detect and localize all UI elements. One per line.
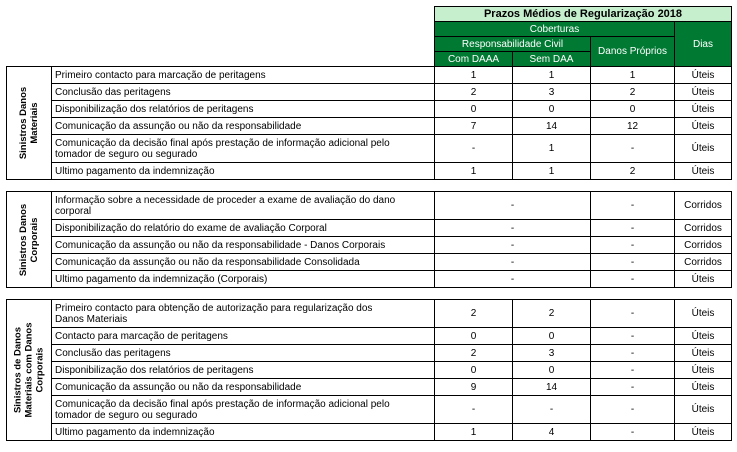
dias-value: Úteis bbox=[675, 379, 732, 396]
danos-proprios-value: - bbox=[591, 396, 675, 424]
dias-value: Úteis bbox=[675, 362, 732, 379]
row-desc: Ultimo pagamento da indemnização bbox=[52, 424, 435, 441]
row-desc: Comunicação da assunção ou não da responsabilidade bbox=[52, 379, 435, 396]
row-desc: Conclusão das peritagens bbox=[52, 345, 435, 362]
com-daaa-value: 2 bbox=[435, 84, 513, 101]
sem-daa-value: 14 bbox=[513, 118, 591, 135]
section-label: Sinistros Danos Materiais bbox=[7, 67, 52, 180]
danos-proprios-value: 0 bbox=[591, 101, 675, 118]
sem-daa-value: 3 bbox=[513, 84, 591, 101]
rc-value: - bbox=[435, 254, 591, 271]
rc-header: Responsabilidade Civil bbox=[435, 37, 591, 52]
sem-daa-header: Sem DAA bbox=[513, 52, 591, 67]
sem-daa-value: 14 bbox=[513, 379, 591, 396]
dias-value: Úteis bbox=[675, 345, 732, 362]
com-daaa-header: Com DAAA bbox=[435, 52, 513, 67]
section-label: Sinistros Danos Corporais bbox=[7, 192, 52, 288]
com-daaa-value: 2 bbox=[435, 345, 513, 362]
sem-daa-value: 1 bbox=[513, 67, 591, 84]
danos-proprios-value: 1 bbox=[591, 67, 675, 84]
row-desc: Comunicação da decisão final após prestação de informação adicional pelo tomador de seguro ou segurado bbox=[52, 396, 435, 424]
danos-proprios-value: - bbox=[591, 362, 675, 379]
row-desc: Disponibilização do relatório do exame de avaliação Corporal bbox=[52, 220, 435, 237]
danos-proprios-value: - bbox=[591, 192, 675, 220]
dias-value: Úteis bbox=[675, 135, 732, 163]
danos-proprios-value: - bbox=[591, 300, 675, 328]
dias-value: Úteis bbox=[675, 101, 732, 118]
row-desc: Contacto para marcação de peritagens bbox=[52, 328, 435, 345]
danos-proprios-value: 2 bbox=[591, 84, 675, 101]
section-label: Sinistros de Danos Materiais com Danos Corporais bbox=[7, 300, 52, 441]
sem-daa-value: 4 bbox=[513, 424, 591, 441]
danos-proprios-value: - bbox=[591, 254, 675, 271]
row-desc: Disponibilização dos relatórios de peritagens bbox=[52, 101, 435, 118]
danos-proprios-value: - bbox=[591, 220, 675, 237]
com-daaa-value: 1 bbox=[435, 67, 513, 84]
danos-proprios-value: 2 bbox=[591, 163, 675, 180]
danos-proprios-value: - bbox=[591, 345, 675, 362]
com-daaa-value: 9 bbox=[435, 379, 513, 396]
com-daaa-value: 7 bbox=[435, 118, 513, 135]
com-daaa-value: 0 bbox=[435, 362, 513, 379]
dias-header: Dias bbox=[675, 22, 732, 67]
table-danos-materiais bbox=[6, 6, 732, 180]
danos-proprios-value: - bbox=[591, 328, 675, 345]
com-daaa-value: - bbox=[435, 135, 513, 163]
rc-value: - bbox=[435, 220, 591, 237]
sem-daa-value: 0 bbox=[513, 101, 591, 118]
row-desc: Conclusão das peritagens bbox=[52, 84, 435, 101]
com-daaa-value: 1 bbox=[435, 163, 513, 180]
dias-value: Úteis bbox=[675, 118, 732, 135]
row-desc: Ultimo pagamento da indemnização bbox=[52, 163, 435, 180]
dias-value: Úteis bbox=[675, 163, 732, 180]
dias-value: Úteis bbox=[675, 67, 732, 84]
row-desc: Comunicação da assunção ou não da responsabilidade bbox=[52, 118, 435, 135]
row-desc: Primeiro contacto para marcação de peritagens bbox=[52, 67, 435, 84]
sem-daa-value: 1 bbox=[513, 163, 591, 180]
sem-daa-value: 2 bbox=[513, 300, 591, 328]
table-title: Prazos Médios de Regularização 2018 bbox=[435, 7, 732, 22]
dias-value: Úteis bbox=[675, 424, 732, 441]
dias-value: Úteis bbox=[675, 271, 732, 288]
row-desc: Comunicação da assunção ou não da responsabilidade - Danos Corporais bbox=[52, 237, 435, 254]
sem-daa-value: 0 bbox=[513, 362, 591, 379]
table-danos-corporais bbox=[6, 191, 732, 288]
dias-value: Úteis bbox=[675, 328, 732, 345]
dias-value: Úteis bbox=[675, 396, 732, 424]
com-daaa-value: 0 bbox=[435, 328, 513, 345]
coberturas-header: Coberturas bbox=[435, 22, 675, 37]
sem-daa-value: - bbox=[513, 396, 591, 424]
danos-proprios-value: - bbox=[591, 237, 675, 254]
com-daaa-value: - bbox=[435, 396, 513, 424]
com-daaa-value: 0 bbox=[435, 101, 513, 118]
dias-value: Corridos bbox=[675, 220, 732, 237]
dias-value: Corridos bbox=[675, 254, 732, 271]
danos-proprios-value: 12 bbox=[591, 118, 675, 135]
com-daaa-value: 2 bbox=[435, 300, 513, 328]
danos-proprios-value: - bbox=[591, 135, 675, 163]
sem-daa-value: 3 bbox=[513, 345, 591, 362]
rc-value: - bbox=[435, 192, 591, 220]
row-desc: Comunicação da assunção ou não da responsabilidade Consolidada bbox=[52, 254, 435, 271]
table-danos-materiais-corporais bbox=[6, 299, 732, 441]
rc-value: - bbox=[435, 271, 591, 288]
row-desc: Comunicação da decisão final após prestação de informação adicional pelo tomador de seguro ou segurado bbox=[52, 135, 435, 163]
com-daaa-value: 1 bbox=[435, 424, 513, 441]
dias-value: Corridos bbox=[675, 192, 732, 220]
danos-proprios-value: - bbox=[591, 271, 675, 288]
sem-daa-value: 1 bbox=[513, 135, 591, 163]
row-desc: Informação sobre a necessidade de proceder a exame de avaliação do dano corporal bbox=[52, 192, 435, 220]
row-desc: Primeiro contacto para obtenção de autorização para regularização dos Danos Materiais bbox=[52, 300, 435, 328]
dias-value: Úteis bbox=[675, 300, 732, 328]
sem-daa-value: 0 bbox=[513, 328, 591, 345]
danos-proprios-header: Danos Próprios bbox=[591, 37, 675, 67]
dias-value: Corridos bbox=[675, 237, 732, 254]
danos-proprios-value: - bbox=[591, 424, 675, 441]
dias-value: Úteis bbox=[675, 84, 732, 101]
danos-proprios-value: - bbox=[591, 379, 675, 396]
row-desc: Ultimo pagamento da indemnização (Corporais) bbox=[52, 271, 435, 288]
rc-value: - bbox=[435, 237, 591, 254]
row-desc: Disponibilização dos relatórios de peritagens bbox=[52, 362, 435, 379]
